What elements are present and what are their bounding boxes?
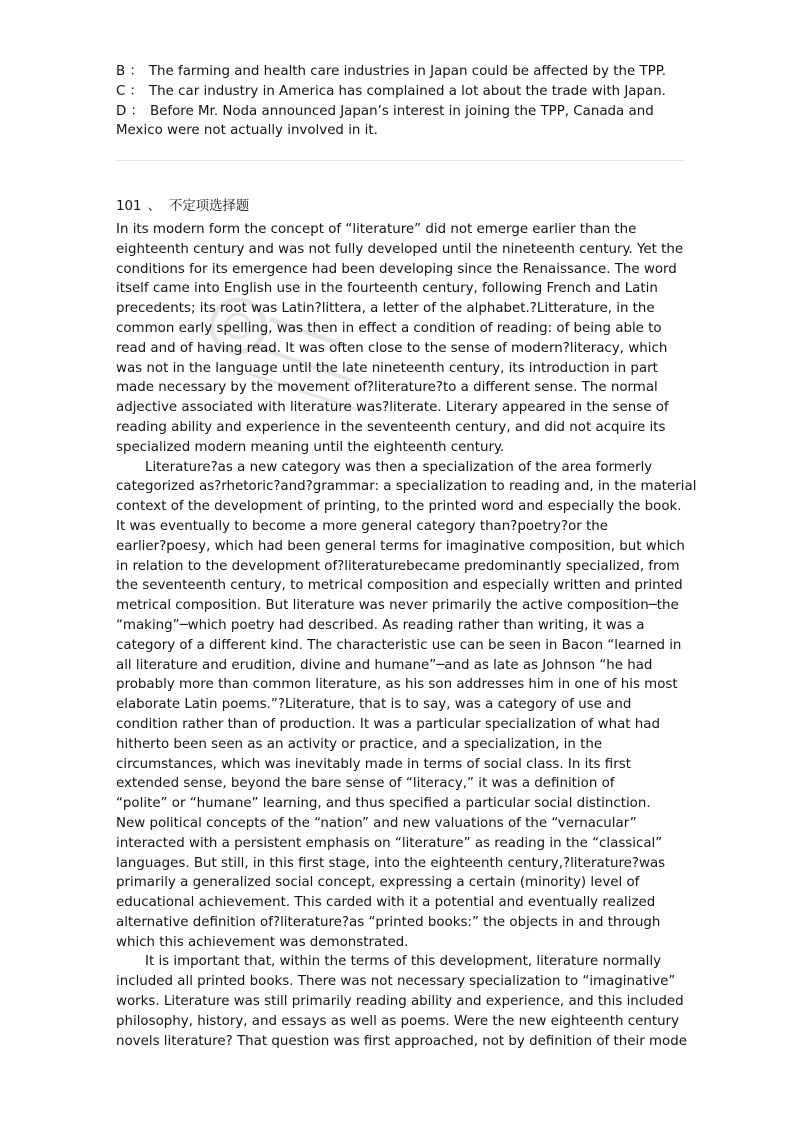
passage-line: in relation to the development of?literaturebecame predominantly specialized, from — [116, 558, 680, 574]
passage-line: which this achievement was demonstrated. — [116, 934, 409, 950]
option-label: B ： — [116, 64, 143, 79]
question-number: 101 — [116, 199, 142, 214]
passage-line: It is important that, within the terms of this development, literature normally — [145, 954, 662, 970]
passage-line: eighteenth century and was not fully developed until the nineteenth century. Yet the — [116, 241, 684, 257]
passage-line: philosophy, history, and essays as well as poems. Were the new eighteenth century — [116, 1013, 679, 1029]
passage-line: extended sense, beyond the bare sense of “literacy,” it was a definition of — [116, 776, 615, 792]
passage-line: condition rather than of production. It was a particular specialization of what had — [116, 716, 661, 732]
passage-line: earlier?poesy, which had been general terms for imaginative composition, but which — [116, 538, 685, 554]
passage-line: interacted with a persistent emphasis on “literature” as reading in the “classical” — [116, 835, 663, 851]
passage-line: works. Literature was still primarily reading ability and experience, and this included — [116, 994, 684, 1010]
passage-line: New political concepts of the “nation” and new valuations of the “vernacular” — [116, 815, 637, 831]
question-separator: 、 — [147, 199, 161, 214]
passage-line: “making”─which poetry had described. As reading rather than writing, it was a — [116, 617, 645, 633]
passage-line: adjective associated with literature was?literate. Literary appeared in the sense of — [116, 400, 669, 416]
passage-line: category of a different kind. The characteristic use can be seen in Bacon “learned in — [116, 637, 682, 653]
passage-line: primarily a generalized social concept, expressing a certain (minority) level of — [116, 875, 640, 891]
option-b — [116, 62, 696, 82]
passage-line: itself came into English use in the fourteenth century, following French and Latin — [116, 281, 658, 297]
passage-line: the seventeenth century, to metrical composition and especially written and printed — [116, 578, 683, 594]
passage-line: alternative definition of?literature?as “printed books:” the objects in and through — [116, 914, 661, 930]
passage-line: In its modern form the concept of “literature” did not emerge earlier than the — [116, 222, 637, 237]
passage-line: circumstances, which was inevitably made in terms of social class. In its first — [116, 756, 631, 772]
passage-line: specialized modern meaning until the eighteenth century. — [116, 439, 505, 455]
section-divider — [116, 160, 684, 161]
passage-line: was not in the language until the late nineteenth century, its introduction in part — [116, 360, 658, 376]
passage-line: categorized as?rhetoric?and?grammar: a specialization to reading and, in the material — [116, 479, 697, 495]
passage-line: included all printed books. There was not necessary specialization to “imaginative” — [116, 974, 676, 990]
option-d — [116, 102, 696, 122]
option-label: D ： — [116, 103, 144, 119]
option-text: The farming and health care industries in Japan could be affected by the TPP. — [148, 64, 666, 79]
passage-line: made necessary by the movement of?literature?to a different sense. The normal — [116, 380, 658, 396]
passage-paragraph — [116, 220, 696, 458]
option-text: Mexico were not actually involved in it. — [116, 123, 378, 139]
passage-line: languages. But still, in this first stage, into the eighteenth century,?literature?was — [116, 855, 666, 871]
passage-line: It was eventually to become a more general category than?poetry?or the — [116, 518, 609, 534]
option-d-continuation — [116, 121, 696, 141]
passage-line: novels literature? That question was first approached, not by definition of their mode — [116, 1033, 687, 1049]
passage-line: all literature and erudition, divine and humane”─and as late as Johnson “he had — [116, 657, 653, 673]
question-type: 不定项选择题 — [168, 199, 250, 214]
passage-line: hitherto been seen as an activity or practice, and a specialization, in the — [116, 736, 603, 752]
answer-options — [116, 62, 696, 141]
passage-line: “polite” or “humane” learning, and thus specified a particular social distinction. — [116, 796, 651, 812]
passage-line: Literature?as a new category was then a specialization of the area formerly — [145, 459, 653, 475]
option-c — [116, 82, 696, 102]
passage-line: conditions for its emergence had been developing since the Renaissance. The word — [116, 261, 677, 277]
passage-paragraph — [116, 952, 696, 1051]
option-label: C ： — [116, 83, 143, 99]
passage-line: elaborate Latin poems.”?Literature, that is to say, was a category of use and — [116, 697, 632, 713]
passage-line: probably more than common literature, as his son addresses him in one of his most — [116, 677, 678, 693]
option-text: Before Mr. Noda announced Japan’s interest in joining the TPP, Canada and — [149, 103, 654, 119]
passage-line: educational achievement. This carded with it a potential and eventually realized — [116, 895, 656, 911]
passage-line: metrical composition. But literature was never primarily the active composition─the — [116, 598, 679, 614]
question-heading-line — [116, 197, 696, 217]
passage-line: common early spelling, was then in effect a condition of reading: of being able to — [116, 320, 662, 336]
passage-paragraph — [116, 458, 696, 953]
passage-line: reading ability and experience in the seventeenth century, and did not acquire its — [116, 419, 666, 435]
passage — [116, 220, 696, 1051]
passage-line: precedents; its root was Latin?littera, a letter of the alphabet.?Litterature, in the — [116, 301, 655, 317]
question-heading — [116, 197, 696, 217]
option-text: The car industry in America has complained a lot about the trade with Japan. — [149, 83, 666, 99]
passage-line: context of the development of printing, to the printed word and especially the book. — [116, 499, 682, 515]
passage-line: read and of having read. It was often close to the sense of modern?literacy, which — [116, 340, 668, 356]
